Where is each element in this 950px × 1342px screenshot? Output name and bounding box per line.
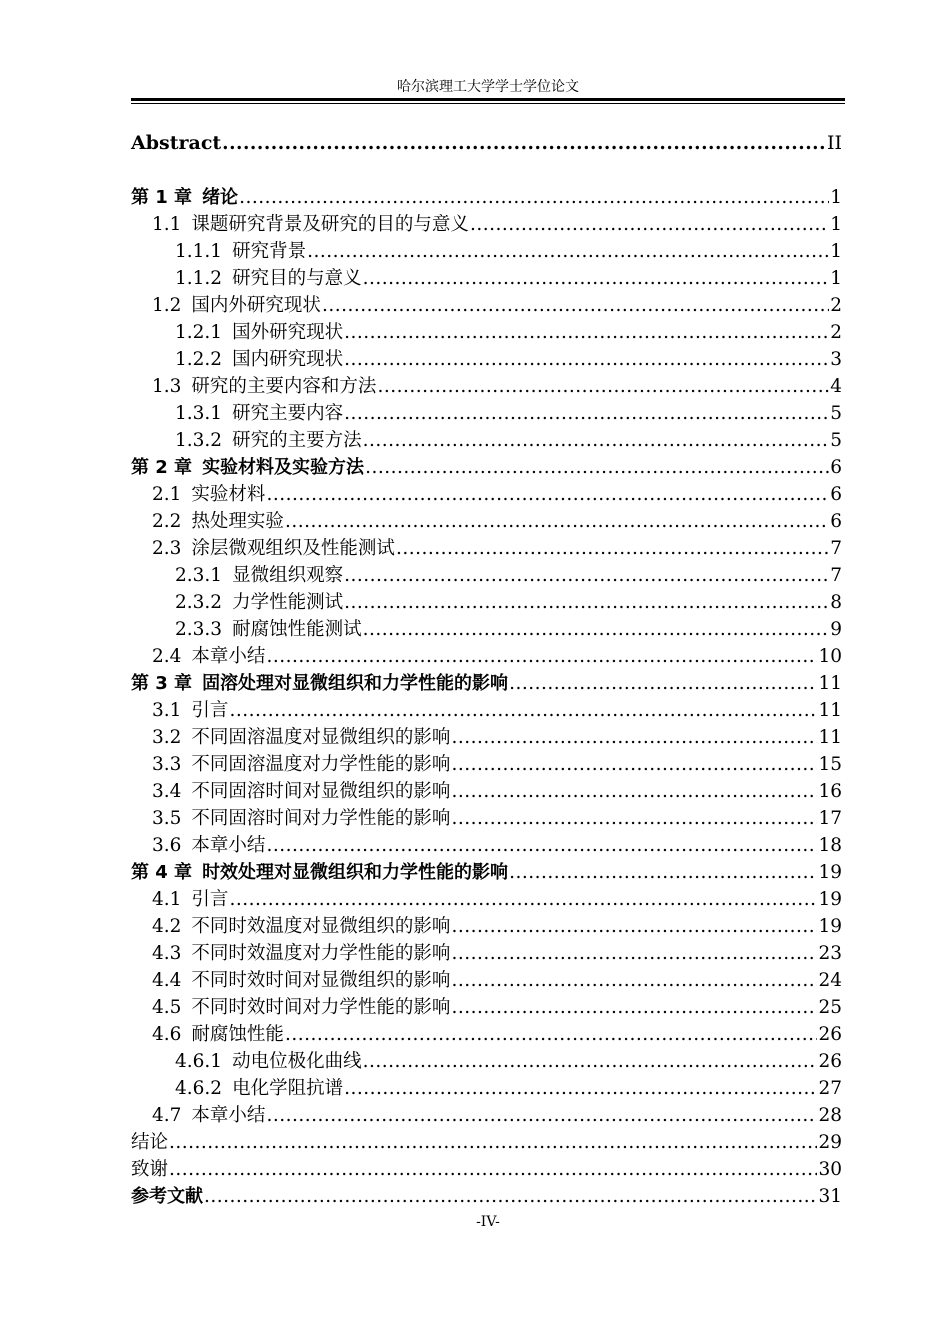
toc-entry-page: 25 [818, 997, 842, 1018]
toc-dot-leader [266, 1102, 817, 1129]
toc-entry-page: 4 [830, 376, 842, 397]
toc-entry-number: 3.4 [152, 781, 182, 802]
toc-entry-text: 实验材料 [191, 484, 266, 505]
toc-entry-text: 不同时效温度对显微组织的影响 [191, 916, 451, 937]
toc-dot-leader [229, 697, 817, 724]
toc-dot-leader [344, 589, 829, 616]
toc-dot-leader [363, 616, 830, 643]
toc-entry[interactable] [131, 427, 842, 454]
toc-entry-number: 4.5 [152, 997, 182, 1018]
toc-entry[interactable] [131, 832, 842, 859]
toc-entry-text: 国内外研究现状 [191, 295, 321, 316]
toc-entry[interactable] [131, 967, 842, 994]
toc-dot-leader [266, 481, 829, 508]
toc-entry-number: 2.4 [152, 646, 182, 667]
toc-entry-text: 耐腐蚀性能测试 [232, 619, 362, 640]
toc-entry-text: 热处理实验 [191, 511, 284, 532]
toc-entry-number: 3.2 [152, 727, 182, 748]
toc-entry-page: 18 [818, 835, 842, 856]
toc-entry[interactable] [131, 994, 842, 1021]
toc-entry[interactable] [131, 643, 842, 670]
toc-entry-text: 实验材料及实验方法 [202, 457, 365, 478]
toc-entry-page: 11 [818, 727, 842, 748]
toc-entry-title [152, 994, 450, 1021]
toc-entry[interactable] [131, 751, 842, 778]
toc-dot-leader [451, 913, 817, 940]
toc-entry[interactable] [131, 346, 842, 373]
toc-entry-title [131, 184, 238, 211]
toc-entry-page: 7 [830, 565, 842, 586]
toc-entry[interactable] [131, 319, 842, 346]
toc-entry-page: 7 [830, 538, 842, 559]
toc-entry[interactable] [131, 481, 842, 508]
toc-dot-leader [396, 535, 829, 562]
toc-entry-text: 本章小结 [191, 835, 266, 856]
toc-entry-title [152, 832, 265, 859]
toc-entry-text: 不同时效时间对显微组织的影响 [191, 970, 451, 991]
toc-entry-text: 引言 [191, 889, 229, 910]
toc-entry[interactable] [131, 913, 842, 940]
toc-dot-leader [363, 427, 830, 454]
toc-entry[interactable] [131, 130, 842, 157]
toc-entry-number: 1.1.1 [175, 241, 223, 262]
page-number: -IV- [476, 1214, 500, 1230]
toc-entry-page: 6 [830, 484, 842, 505]
toc-entry[interactable] [131, 589, 842, 616]
toc-entry[interactable] [131, 670, 842, 697]
toc-entry-number: 第 1 章 [131, 187, 193, 208]
toc-entry[interactable] [131, 238, 842, 265]
toc-dot-leader [344, 562, 829, 589]
toc-entry-title [175, 346, 343, 373]
toc-entry[interactable] [131, 292, 842, 319]
toc-entry-text: 研究的主要内容和方法 [191, 376, 377, 397]
toc-entry-number: 1.1 [152, 214, 182, 235]
toc-entry-title [152, 481, 265, 508]
toc-entry-text: 动电位极化曲线 [232, 1051, 362, 1072]
toc-dot-leader [451, 994, 817, 1021]
header-rule-thick [131, 98, 845, 101]
toc-entry-number: 4.6.2 [175, 1078, 223, 1099]
toc-entry-text: 电化学阻抗谱 [232, 1078, 344, 1099]
toc-entry[interactable] [131, 265, 842, 292]
toc-dot-leader [451, 940, 817, 967]
toc-entry-text: 不同固溶温度对力学性能的影响 [191, 754, 451, 775]
toc-entry[interactable] [131, 1102, 842, 1129]
toc-dot-leader [344, 1075, 817, 1102]
toc-entry-number: 4.4 [152, 970, 182, 991]
toc-dot-leader [169, 1129, 817, 1156]
toc-entry-text: 国内研究现状 [232, 349, 344, 370]
toc-entry-page: 1 [830, 241, 842, 262]
toc-dot-leader [307, 238, 829, 265]
toc-dot-leader [451, 751, 817, 778]
toc-entry-page: 27 [818, 1078, 842, 1099]
toc-entry[interactable] [131, 184, 842, 211]
toc-dot-leader [365, 454, 829, 481]
toc-entry-number: 2.3.3 [175, 619, 223, 640]
toc-entry-text: 课题研究背景及研究的目的与意义 [191, 214, 469, 235]
toc-entry-title [175, 427, 362, 454]
toc-entry-number: 3.5 [152, 808, 182, 829]
toc-entry-title [175, 400, 343, 427]
toc-entry[interactable] [131, 535, 842, 562]
toc-dot-leader [451, 724, 817, 751]
toc-entry[interactable] [131, 724, 842, 751]
toc-entry-page: 6 [830, 511, 842, 532]
toc-dot-leader [322, 292, 829, 319]
toc-entry-title [175, 319, 343, 346]
toc-entry-number: 4.6 [152, 1024, 182, 1045]
toc-dot-leader [266, 643, 817, 670]
toc-dot-leader [239, 184, 829, 211]
toc-entry-page: 31 [818, 1186, 842, 1207]
toc-entry-page: 29 [818, 1132, 842, 1153]
toc-entry-page: 28 [818, 1105, 842, 1126]
toc-entry[interactable] [131, 940, 842, 967]
toc-entry-page: 19 [818, 862, 842, 883]
toc-entry-title [152, 535, 395, 562]
toc-entry-text: 不同固溶时间对显微组织的影响 [191, 781, 451, 802]
toc-entry-number: 第 3 章 [131, 673, 193, 694]
toc-entry-title [175, 589, 343, 616]
toc-entry[interactable] [131, 886, 842, 913]
toc-dot-leader [451, 967, 817, 994]
toc-entry-title [152, 373, 376, 400]
toc-dot-leader [285, 508, 829, 535]
toc-entry-text: 不同固溶温度对显微组织的影响 [191, 727, 451, 748]
toc-entry-text: 不同时效时间对力学性能的影响 [191, 997, 451, 1018]
toc-entry[interactable] [131, 859, 842, 886]
toc-entry-title [131, 859, 508, 886]
toc-entry-title [131, 130, 221, 157]
toc-entry-number: 2.3.2 [175, 592, 223, 613]
toc-entry-number: 4.7 [152, 1105, 182, 1126]
toc-entry-page: 11 [818, 673, 842, 694]
toc-entry-page: 30 [818, 1159, 842, 1180]
toc-entry-page: 5 [830, 403, 842, 424]
toc-entry-title [175, 562, 343, 589]
toc-entry-text: 固溶处理对显微组织和力学性能的影响 [202, 673, 509, 694]
toc-entry-text: 研究目的与意义 [232, 268, 362, 289]
toc-entry-title [131, 454, 364, 481]
toc-dot-leader [229, 886, 817, 913]
toc-entry-number: 2.2 [152, 511, 182, 532]
toc-entry-title [152, 724, 450, 751]
toc-entry-number: 4.2 [152, 916, 182, 937]
toc-entry-number: 3.1 [152, 700, 182, 721]
toc-entry-page: 17 [818, 808, 842, 829]
toc-dot-leader [451, 778, 817, 805]
toc-entry-number: 1.3.2 [175, 430, 223, 451]
toc-entry-text: 引言 [191, 700, 229, 721]
toc-entry[interactable] [131, 1156, 842, 1183]
toc-entry-text: 国外研究现状 [232, 322, 344, 343]
toc-entry[interactable] [131, 1048, 842, 1075]
toc-entry-text: 研究的主要方法 [232, 430, 362, 451]
toc-entry-title [175, 265, 362, 292]
toc-entry-title [152, 886, 228, 913]
toc-entry-text: Abstract [131, 132, 222, 154]
toc-entry-page: 26 [818, 1051, 842, 1072]
toc-entry-number: 1.3.1 [175, 403, 223, 424]
toc-entry-title [152, 751, 450, 778]
toc-entry-page: 10 [818, 646, 842, 667]
toc-entry-page: 1 [830, 187, 842, 208]
toc-entry-title [152, 913, 450, 940]
toc-entry-title [152, 940, 450, 967]
toc-entry-text: 显微组织观察 [232, 565, 344, 586]
toc-entry-text: 耐腐蚀性能 [191, 1024, 284, 1045]
toc-entry-number: 2.1 [152, 484, 182, 505]
toc-entry-number: 1.2.2 [175, 349, 223, 370]
toc-dot-leader [169, 1156, 817, 1183]
toc-entry-title [152, 1021, 284, 1048]
toc-entry-page: 6 [830, 457, 842, 478]
toc-entry-title [152, 508, 284, 535]
toc-dot-leader [451, 805, 817, 832]
table-of-contents [131, 130, 842, 1210]
toc-entry[interactable] [131, 805, 842, 832]
toc-entry-text: 力学性能测试 [232, 592, 344, 613]
toc-entry-title [152, 1102, 265, 1129]
toc-entry-page: 1 [830, 214, 842, 235]
toc-entry-page: 9 [830, 619, 842, 640]
toc-entry-text: 研究背景 [232, 241, 307, 262]
toc-entry-page: 19 [818, 916, 842, 937]
toc-entry-page: 19 [818, 889, 842, 910]
toc-entry[interactable] [131, 1129, 842, 1156]
toc-entry-page: 26 [818, 1024, 842, 1045]
toc-entry-text: 绪论 [202, 187, 239, 208]
toc-entry-page: 2 [830, 322, 842, 343]
toc-entry[interactable] [131, 616, 842, 643]
toc-dot-leader [222, 130, 826, 157]
toc-entry[interactable] [131, 400, 842, 427]
toc-entry-number: 3.6 [152, 835, 182, 856]
toc-entry-number: 1.2.1 [175, 322, 223, 343]
toc-entry-page: II [826, 132, 842, 154]
toc-entry[interactable] [131, 562, 842, 589]
toc-dot-leader [266, 832, 817, 859]
toc-entry[interactable] [131, 211, 842, 238]
toc-entry-text: 结论 [131, 1132, 169, 1153]
toc-entry-title [131, 1156, 168, 1183]
page-header: 哈尔滨理工大学学士学位论文 [397, 79, 579, 95]
toc-entry[interactable] [131, 508, 842, 535]
toc-entry-title [175, 1075, 343, 1102]
toc-entry-title [152, 967, 450, 994]
toc-entry-text: 本章小结 [191, 646, 266, 667]
toc-entry-text: 涂层微观组织及性能测试 [191, 538, 395, 559]
toc-entry-number: 4.6.1 [175, 1051, 223, 1072]
toc-entry-title [152, 292, 321, 319]
toc-dot-leader [470, 211, 829, 238]
toc-entry[interactable] [131, 1021, 842, 1048]
toc-entry-page: 24 [818, 970, 842, 991]
toc-entry-number: 1.3 [152, 376, 182, 397]
toc-entry-page: 2 [830, 295, 842, 316]
toc-entry-text: 时效处理对显微组织和力学性能的影响 [202, 862, 509, 883]
toc-dot-leader [363, 1048, 818, 1075]
toc-entry-title [152, 643, 265, 670]
toc-entry-number: 1.2 [152, 295, 182, 316]
toc-entry-number: 4.3 [152, 943, 182, 964]
toc-entry-number: 1.1.2 [175, 268, 223, 289]
toc-entry-page: 16 [818, 781, 842, 802]
toc-entry-text: 研究主要内容 [232, 403, 344, 424]
toc-entry-page: 11 [818, 700, 842, 721]
toc-dot-leader [344, 319, 829, 346]
toc-entry-title [152, 805, 450, 832]
toc-entry-text: 致谢 [131, 1159, 169, 1180]
toc-dot-leader [509, 859, 817, 886]
toc-entry[interactable] [131, 373, 842, 400]
toc-entry-text: 不同时效温度对力学性能的影响 [191, 943, 451, 964]
toc-entry-number: 第 2 章 [131, 457, 193, 478]
toc-entry[interactable] [131, 778, 842, 805]
toc-dot-leader [509, 670, 817, 697]
toc-entry-number: 4.1 [152, 889, 182, 910]
toc-entry-page: 3 [830, 349, 842, 370]
toc-entry-title [152, 697, 228, 724]
toc-entry-title [175, 238, 306, 265]
toc-entry-title [152, 778, 450, 805]
toc-dot-leader [344, 400, 829, 427]
toc-entry-page: 23 [818, 943, 842, 964]
toc-dot-leader [204, 1183, 817, 1210]
toc-entry-page: 15 [818, 754, 842, 775]
toc-entry-number: 3.3 [152, 754, 182, 775]
toc-entry-page: 5 [830, 430, 842, 451]
toc-entry-title [175, 1048, 362, 1075]
toc-entry-title [175, 616, 362, 643]
toc-dot-leader [377, 373, 829, 400]
toc-entry[interactable] [131, 697, 842, 724]
toc-entry[interactable] [131, 1075, 842, 1102]
toc-entry-title [131, 1183, 203, 1210]
toc-entry-text: 本章小结 [191, 1105, 266, 1126]
toc-entry[interactable] [131, 454, 842, 481]
toc-entry-page: 1 [830, 268, 842, 289]
toc-dot-leader [285, 1021, 818, 1048]
header-rule-thin [131, 103, 845, 104]
toc-dot-leader [344, 346, 829, 373]
toc-entry-number: 第 4 章 [131, 862, 193, 883]
toc-entry-number: 2.3 [152, 538, 182, 559]
toc-entry-title [152, 211, 469, 238]
toc-entry-text: 参考文献 [131, 1186, 203, 1207]
toc-entry-text: 不同固溶时间对力学性能的影响 [191, 808, 451, 829]
toc-entry[interactable] [131, 1183, 842, 1210]
toc-dot-leader [363, 265, 830, 292]
toc-entry-title [131, 670, 508, 697]
toc-entry-number: 2.3.1 [175, 565, 223, 586]
toc-entry-title [131, 1129, 168, 1156]
toc-entry-page: 8 [830, 592, 842, 613]
